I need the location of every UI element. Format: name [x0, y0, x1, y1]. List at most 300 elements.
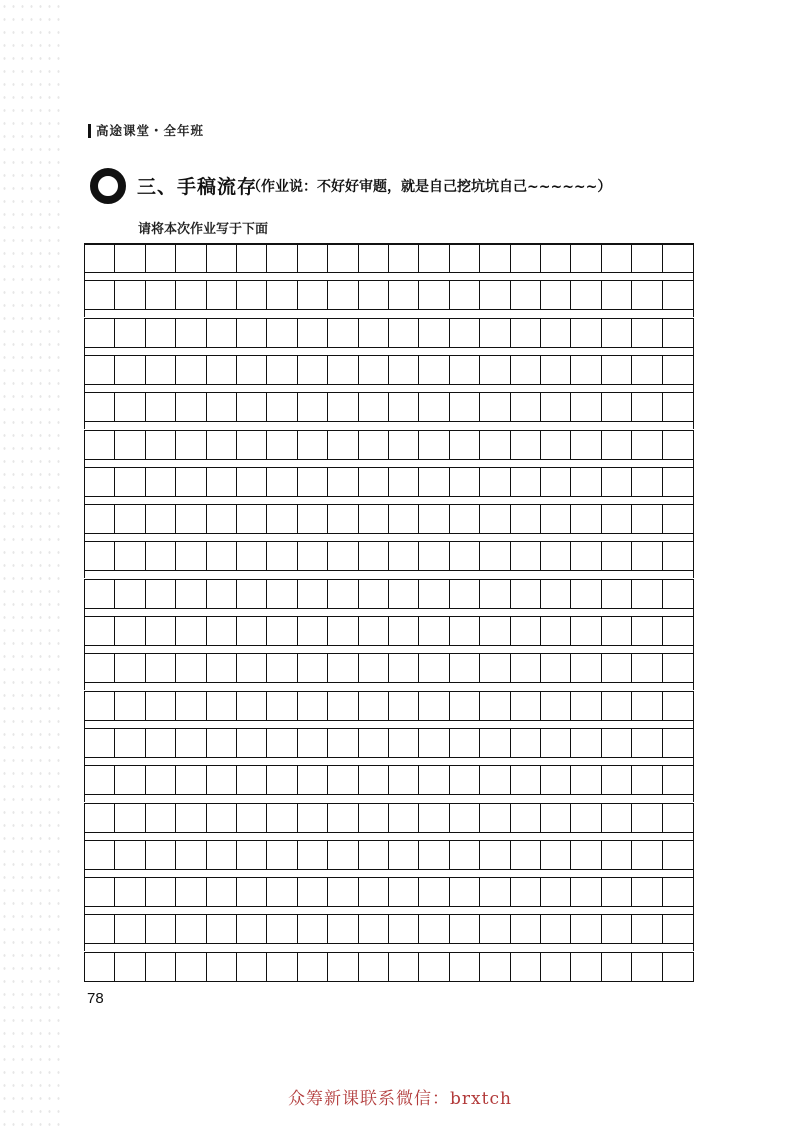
grid-cell	[602, 468, 632, 496]
grid-cell	[359, 580, 389, 608]
grid-cell	[267, 431, 297, 459]
grid-cell	[267, 654, 297, 682]
grid-cell	[146, 654, 176, 682]
grid-cell	[632, 841, 662, 869]
grid-cell	[450, 692, 480, 720]
grid-cell	[632, 953, 662, 981]
grid-cell	[176, 953, 206, 981]
grid-cell	[115, 841, 145, 869]
section-note: （作业说：不好好审题，就是自己挖坑坑自己~~~~~~）	[247, 179, 612, 195]
grid-row	[84, 355, 694, 385]
grid-cell	[176, 505, 206, 533]
grid-row	[84, 728, 694, 758]
grid-cell	[541, 393, 571, 421]
grid-cell	[85, 692, 115, 720]
grid-cell	[632, 393, 662, 421]
grid-cell	[207, 431, 237, 459]
grid-cell	[663, 281, 693, 309]
grid-cell	[480, 878, 510, 906]
grid-cell	[359, 245, 389, 272]
manuscript-grid	[84, 243, 696, 982]
grid-cell	[207, 319, 237, 347]
grid-row	[84, 280, 694, 310]
grid-cell	[541, 729, 571, 757]
grid-cell	[450, 431, 480, 459]
grid-cell	[511, 804, 541, 832]
grid-cell	[450, 766, 480, 794]
grid-row	[84, 504, 694, 534]
grid-cell	[571, 617, 601, 645]
grid-cell	[632, 915, 662, 943]
grid-cell	[419, 580, 449, 608]
brush-circle-icon	[89, 167, 127, 205]
grid-cell	[237, 878, 267, 906]
grid-cell	[602, 654, 632, 682]
grid-cell	[237, 804, 267, 832]
grid-cell	[632, 356, 662, 384]
grid-cell	[115, 915, 145, 943]
grid-cell	[207, 692, 237, 720]
grid-cell	[389, 468, 419, 496]
grid-cell	[359, 356, 389, 384]
grid-cell	[450, 878, 480, 906]
grid-cell	[298, 617, 328, 645]
grid-cell	[389, 542, 419, 570]
grid-cell	[663, 468, 693, 496]
grid-cell	[602, 804, 632, 832]
grid-cell	[237, 692, 267, 720]
grid-row	[84, 579, 694, 609]
grid-cell	[602, 580, 632, 608]
grid-cell	[85, 393, 115, 421]
grid-cell	[237, 319, 267, 347]
grid-cell	[85, 729, 115, 757]
grid-cell	[237, 729, 267, 757]
grid-cell	[176, 878, 206, 906]
grid-cell	[541, 356, 571, 384]
grid-cell	[511, 468, 541, 496]
grid-cell	[389, 356, 419, 384]
grid-cell	[663, 356, 693, 384]
row-gap	[84, 609, 694, 616]
grid-cell	[511, 356, 541, 384]
grid-cell	[207, 654, 237, 682]
grid-cell	[663, 245, 693, 272]
grid-cell	[602, 542, 632, 570]
grid-row	[84, 616, 694, 646]
grid-cell	[663, 393, 693, 421]
grid-cell	[207, 915, 237, 943]
grid-cell	[359, 393, 389, 421]
grid-cell	[663, 915, 693, 943]
grid-row	[84, 318, 694, 348]
grid-cell	[237, 580, 267, 608]
row-gap	[84, 273, 694, 280]
grid-cell	[328, 319, 358, 347]
grid-cell	[450, 356, 480, 384]
grid-row	[84, 392, 694, 422]
grid-cell	[207, 468, 237, 496]
grid-cell	[237, 953, 267, 981]
grid-cell	[450, 468, 480, 496]
grid-cell	[632, 505, 662, 533]
grid-cell	[571, 468, 601, 496]
grid-cell	[115, 766, 145, 794]
grid-row	[84, 243, 694, 273]
grid-cell	[146, 804, 176, 832]
grid-cell	[541, 542, 571, 570]
grid-cell	[571, 580, 601, 608]
grid-cell	[602, 281, 632, 309]
grid-cell	[511, 617, 541, 645]
grid-cell	[419, 841, 449, 869]
grid-cell	[389, 393, 419, 421]
grid-cell	[267, 692, 297, 720]
row-gap	[84, 907, 694, 914]
grid-cell	[419, 617, 449, 645]
grid-cell	[450, 841, 480, 869]
grid-cell	[176, 431, 206, 459]
grid-cell	[176, 356, 206, 384]
grid-cell	[115, 468, 145, 496]
grid-cell	[419, 505, 449, 533]
grid-cell	[511, 542, 541, 570]
grid-cell	[663, 878, 693, 906]
grid-cell	[237, 505, 267, 533]
grid-cell	[328, 431, 358, 459]
grid-cell	[663, 654, 693, 682]
grid-cell	[237, 542, 267, 570]
grid-cell	[389, 692, 419, 720]
grid-cell	[571, 878, 601, 906]
grid-cell	[146, 505, 176, 533]
grid-cell	[480, 356, 510, 384]
grid-cell	[85, 915, 115, 943]
grid-row	[84, 952, 694, 982]
grid-cell	[359, 766, 389, 794]
grid-cell	[85, 804, 115, 832]
grid-cell	[541, 580, 571, 608]
grid-cell	[602, 692, 632, 720]
grid-cell	[663, 505, 693, 533]
grid-cell	[602, 505, 632, 533]
grid-cell	[359, 692, 389, 720]
grid-cell	[146, 580, 176, 608]
grid-cell	[146, 356, 176, 384]
grid-cell	[237, 617, 267, 645]
grid-row	[84, 653, 694, 683]
grid-cell	[359, 915, 389, 943]
grid-row	[84, 430, 694, 460]
grid-cell	[146, 692, 176, 720]
grid-cell	[298, 580, 328, 608]
grid-cell	[511, 878, 541, 906]
grid-cell	[115, 319, 145, 347]
grid-cell	[207, 953, 237, 981]
grid-cell	[298, 692, 328, 720]
grid-cell	[176, 393, 206, 421]
grid-cell	[602, 431, 632, 459]
grid-cell	[207, 505, 237, 533]
grid-cell	[146, 431, 176, 459]
grid-cell	[389, 245, 419, 272]
grid-cell	[541, 915, 571, 943]
grid-cell	[85, 356, 115, 384]
grid-cell	[450, 319, 480, 347]
grid-cell	[602, 393, 632, 421]
row-gap	[84, 534, 694, 541]
grid-cell	[85, 580, 115, 608]
grid-row	[84, 541, 694, 571]
grid-cell	[328, 281, 358, 309]
grid-cell	[176, 729, 206, 757]
grid-cell	[511, 654, 541, 682]
grid-cell	[541, 431, 571, 459]
grid-cell	[115, 245, 145, 272]
grid-cell	[176, 692, 206, 720]
grid-cell	[85, 617, 115, 645]
grid-cell	[541, 319, 571, 347]
grid-cell	[511, 281, 541, 309]
grid-cell	[115, 580, 145, 608]
grid-cell	[632, 245, 662, 272]
grid-cell	[328, 542, 358, 570]
grid-cell	[115, 953, 145, 981]
grid-cell	[328, 841, 358, 869]
grid-cell	[389, 766, 419, 794]
grid-cell	[571, 281, 601, 309]
grid-cell	[663, 841, 693, 869]
grid-cell	[176, 542, 206, 570]
grid-cell	[176, 580, 206, 608]
grid-cell	[663, 953, 693, 981]
grid-cell	[480, 766, 510, 794]
grid-cell	[207, 281, 237, 309]
grid-cell	[419, 281, 449, 309]
grid-cell	[480, 692, 510, 720]
grid-cell	[419, 654, 449, 682]
grid-cell	[115, 692, 145, 720]
grid-cell	[207, 617, 237, 645]
grid-cell	[450, 617, 480, 645]
grid-cell	[85, 281, 115, 309]
grid-cell	[328, 580, 358, 608]
grid-cell	[359, 281, 389, 309]
grid-row	[84, 840, 694, 870]
grid-cell	[602, 841, 632, 869]
grid-cell	[511, 766, 541, 794]
grid-cell	[267, 878, 297, 906]
grid-cell	[480, 841, 510, 869]
grid-cell	[511, 505, 541, 533]
grid-cell	[85, 468, 115, 496]
grid-cell	[389, 953, 419, 981]
grid-cell	[571, 654, 601, 682]
grid-cell	[541, 953, 571, 981]
grid-cell	[389, 505, 419, 533]
grid-cell	[237, 431, 267, 459]
grid-cell	[85, 766, 115, 794]
grid-cell	[450, 542, 480, 570]
grid-cell	[267, 281, 297, 309]
grid-cell	[298, 915, 328, 943]
grid-cell	[541, 841, 571, 869]
grid-row	[84, 803, 694, 833]
grid-cell	[602, 766, 632, 794]
grid-cell	[450, 654, 480, 682]
row-gap	[84, 497, 694, 504]
grid-cell	[632, 766, 662, 794]
grid-cell	[450, 953, 480, 981]
grid-cell	[207, 542, 237, 570]
grid-cell	[480, 245, 510, 272]
grid-cell	[207, 356, 237, 384]
grid-cell	[146, 245, 176, 272]
grid-cell	[511, 245, 541, 272]
grid-cell	[176, 804, 206, 832]
grid-cell	[511, 393, 541, 421]
grid-cell	[298, 729, 328, 757]
grid-cell	[146, 281, 176, 309]
grid-cell	[632, 617, 662, 645]
grid-cell	[632, 431, 662, 459]
grid-cell	[541, 692, 571, 720]
grid-cell	[207, 804, 237, 832]
grid-cell	[359, 542, 389, 570]
grid-cell	[602, 245, 632, 272]
grid-cell	[115, 542, 145, 570]
grid-cell	[328, 878, 358, 906]
grid-cell	[237, 915, 267, 943]
grid-cell	[115, 393, 145, 421]
grid-cell	[328, 804, 358, 832]
grid-cell	[328, 654, 358, 682]
row-gap	[84, 758, 694, 765]
row-gap	[84, 348, 694, 355]
row-gap	[84, 833, 694, 840]
grid-cell	[85, 878, 115, 906]
grid-cell	[450, 281, 480, 309]
grid-cell	[115, 431, 145, 459]
grid-cell	[237, 356, 267, 384]
grid-cell	[359, 878, 389, 906]
grid-cell	[632, 654, 662, 682]
grid-cell	[146, 953, 176, 981]
grid-cell	[632, 692, 662, 720]
grid-cell	[480, 505, 510, 533]
grid-cell	[571, 804, 601, 832]
grid-cell	[267, 729, 297, 757]
grid-cell	[359, 505, 389, 533]
grid-cell	[602, 356, 632, 384]
row-gap	[84, 944, 694, 951]
grid-cell	[328, 915, 358, 943]
grid-cell	[85, 953, 115, 981]
grid-cell	[419, 915, 449, 943]
grid-cell	[298, 804, 328, 832]
grid-cell	[85, 505, 115, 533]
grid-cell	[419, 542, 449, 570]
grid-cell	[541, 468, 571, 496]
grid-cell	[632, 804, 662, 832]
grid-cell	[146, 542, 176, 570]
grid-cell	[480, 580, 510, 608]
row-gap	[84, 385, 694, 392]
grid-cell	[389, 878, 419, 906]
grid-cell	[237, 654, 267, 682]
grid-cell	[328, 729, 358, 757]
grid-cell	[237, 245, 267, 272]
grid-cell	[267, 617, 297, 645]
grid-cell	[85, 654, 115, 682]
grid-cell	[267, 245, 297, 272]
row-gap	[84, 870, 694, 877]
grid-cell	[511, 841, 541, 869]
grid-cell	[298, 766, 328, 794]
grid-cell	[541, 654, 571, 682]
grid-cell	[298, 953, 328, 981]
grid-cell	[176, 468, 206, 496]
grid-cell	[663, 617, 693, 645]
grid-row	[84, 914, 694, 944]
grid-cell	[632, 468, 662, 496]
grid-cell	[267, 356, 297, 384]
grid-cell	[298, 431, 328, 459]
grid-cell	[511, 580, 541, 608]
grid-cell	[571, 542, 601, 570]
grid-cell	[298, 878, 328, 906]
grid-row	[84, 691, 694, 721]
grid-cell	[146, 766, 176, 794]
grid-cell	[176, 766, 206, 794]
grid-cell	[663, 766, 693, 794]
grid-cell	[176, 617, 206, 645]
grid-cell	[237, 841, 267, 869]
grid-cell	[298, 319, 328, 347]
grid-cell	[511, 729, 541, 757]
grid-cell	[359, 841, 389, 869]
grid-cell	[298, 505, 328, 533]
grid-cell	[389, 729, 419, 757]
grid-cell	[571, 766, 601, 794]
grid-cell	[115, 804, 145, 832]
grid-cell	[450, 580, 480, 608]
grid-cell	[267, 393, 297, 421]
grid-cell	[237, 281, 267, 309]
grid-cell	[267, 804, 297, 832]
grid-cell	[419, 319, 449, 347]
grid-cell	[419, 245, 449, 272]
grid-cell	[663, 580, 693, 608]
row-gap	[84, 310, 694, 317]
grid-cell	[115, 617, 145, 645]
grid-row	[84, 467, 694, 497]
grid-cell	[419, 431, 449, 459]
grid-cell	[632, 542, 662, 570]
grid-cell	[237, 393, 267, 421]
grid-cell	[207, 729, 237, 757]
grid-cell	[419, 804, 449, 832]
grid-cell	[480, 654, 510, 682]
grid-cell	[571, 915, 601, 943]
grid-cell	[85, 431, 115, 459]
grid-cell	[389, 804, 419, 832]
grid-cell	[267, 505, 297, 533]
grid-cell	[571, 505, 601, 533]
grid-cell	[571, 319, 601, 347]
grid-cell	[298, 356, 328, 384]
grid-cell	[571, 953, 601, 981]
